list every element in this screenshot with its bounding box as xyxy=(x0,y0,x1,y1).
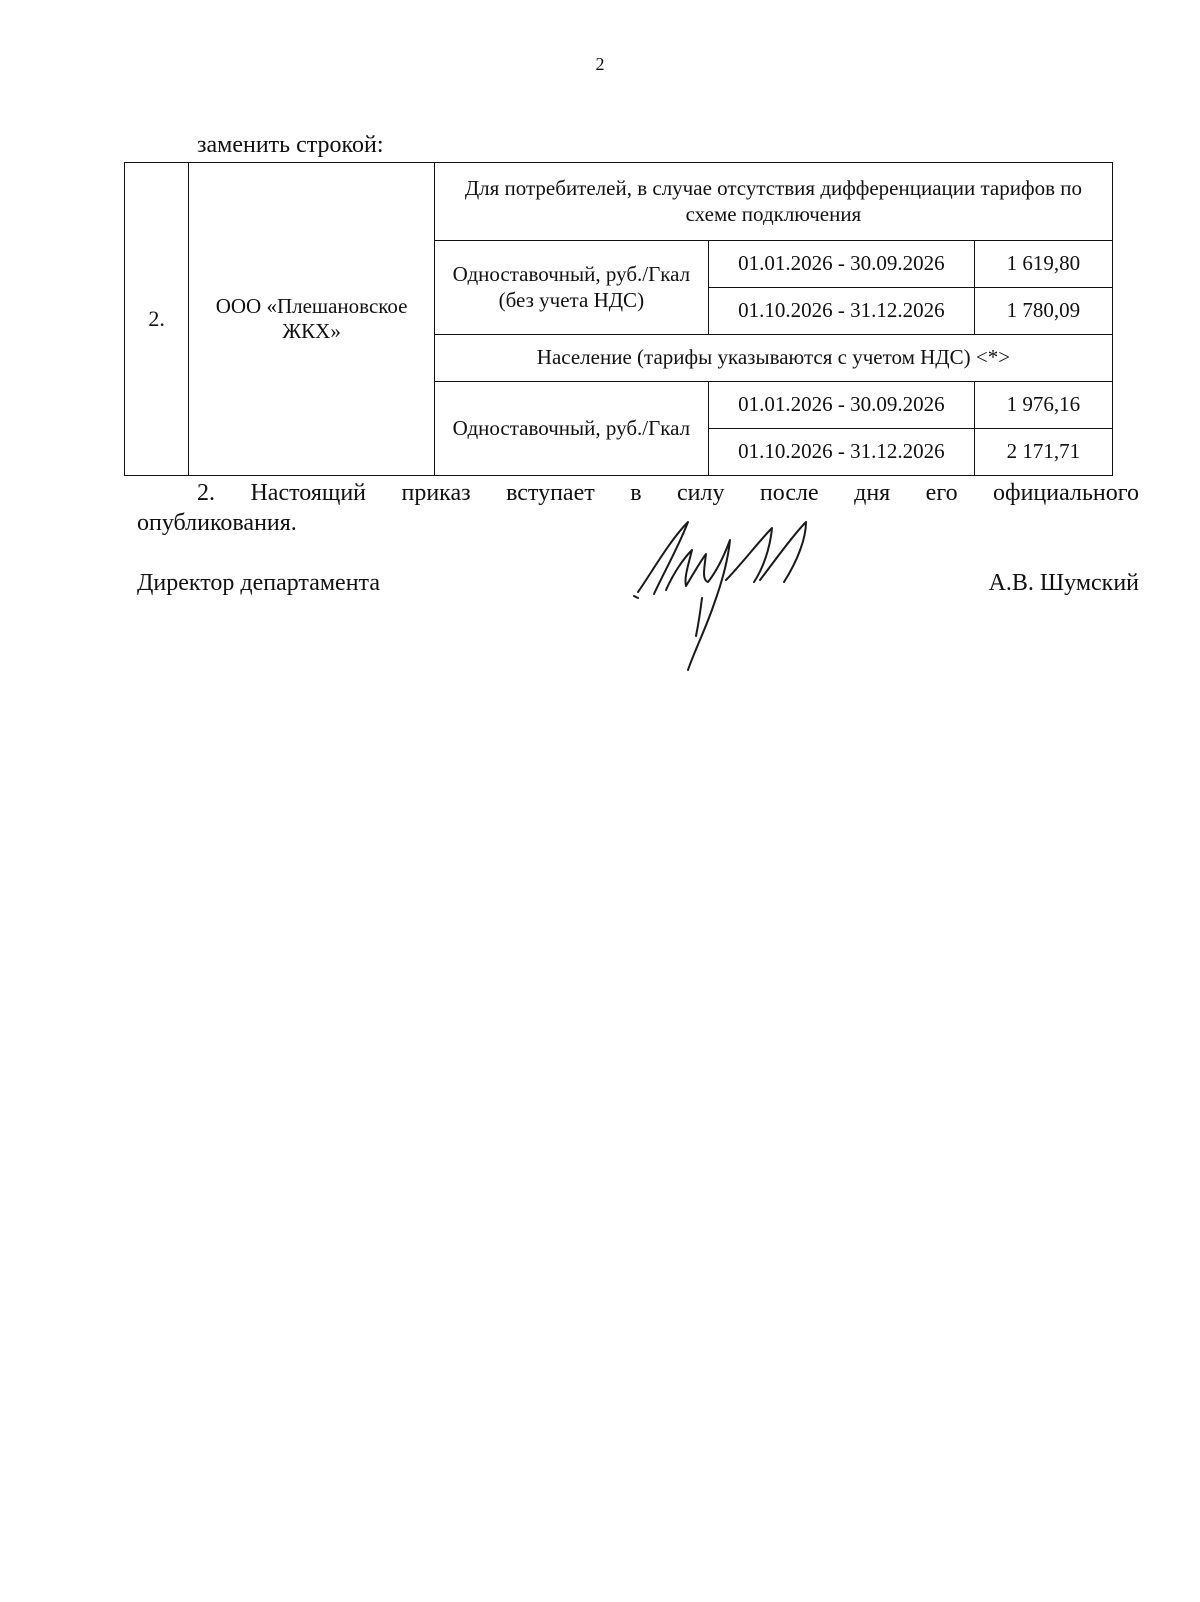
signer-position: Директор департамента xyxy=(137,570,380,596)
paragraph-line: 2. Настоящий приказ вступает в силу после дня его официального xyxy=(197,480,1139,506)
value-cell: 1 619,80 xyxy=(974,241,1112,288)
period-cell: 01.01.2026 - 30.09.2026 xyxy=(708,382,974,429)
value-cell: 1 780,09 xyxy=(974,288,1112,335)
tariff-table xyxy=(124,162,1113,476)
value-cell: 2 171,71 xyxy=(974,429,1112,476)
period-cell: 01.01.2026 - 30.09.2026 xyxy=(708,241,974,288)
period-cell: 01.10.2026 - 31.12.2026 xyxy=(708,288,974,335)
row-number-cell: 2. xyxy=(125,163,189,476)
group-header-consumers: Для потребителей, в случае отсутствия дифференциации тарифов по схеме подключения xyxy=(434,163,1112,241)
signer-name: А.В. Шумский xyxy=(988,570,1139,596)
table-row xyxy=(125,163,1113,241)
tariff-type-cell: Одноставочный, руб./Гкал (без учета НДС) xyxy=(434,241,708,335)
intro-text: заменить строкой: xyxy=(197,132,384,158)
paragraph-line: опубликования. xyxy=(137,510,297,536)
organization-cell: ООО «Плешановское ЖКХ» xyxy=(189,163,435,476)
handwritten-signature xyxy=(630,520,820,690)
tariff-type-cell: Одноставочный, руб./Гкал xyxy=(434,382,708,476)
group-header-population: Население (тарифы указываются с учетом НДС) <*> xyxy=(434,335,1112,382)
period-cell: 01.10.2026 - 31.12.2026 xyxy=(708,429,974,476)
page-number: 2 xyxy=(595,54,605,74)
value-cell: 1 976,16 xyxy=(974,382,1112,429)
